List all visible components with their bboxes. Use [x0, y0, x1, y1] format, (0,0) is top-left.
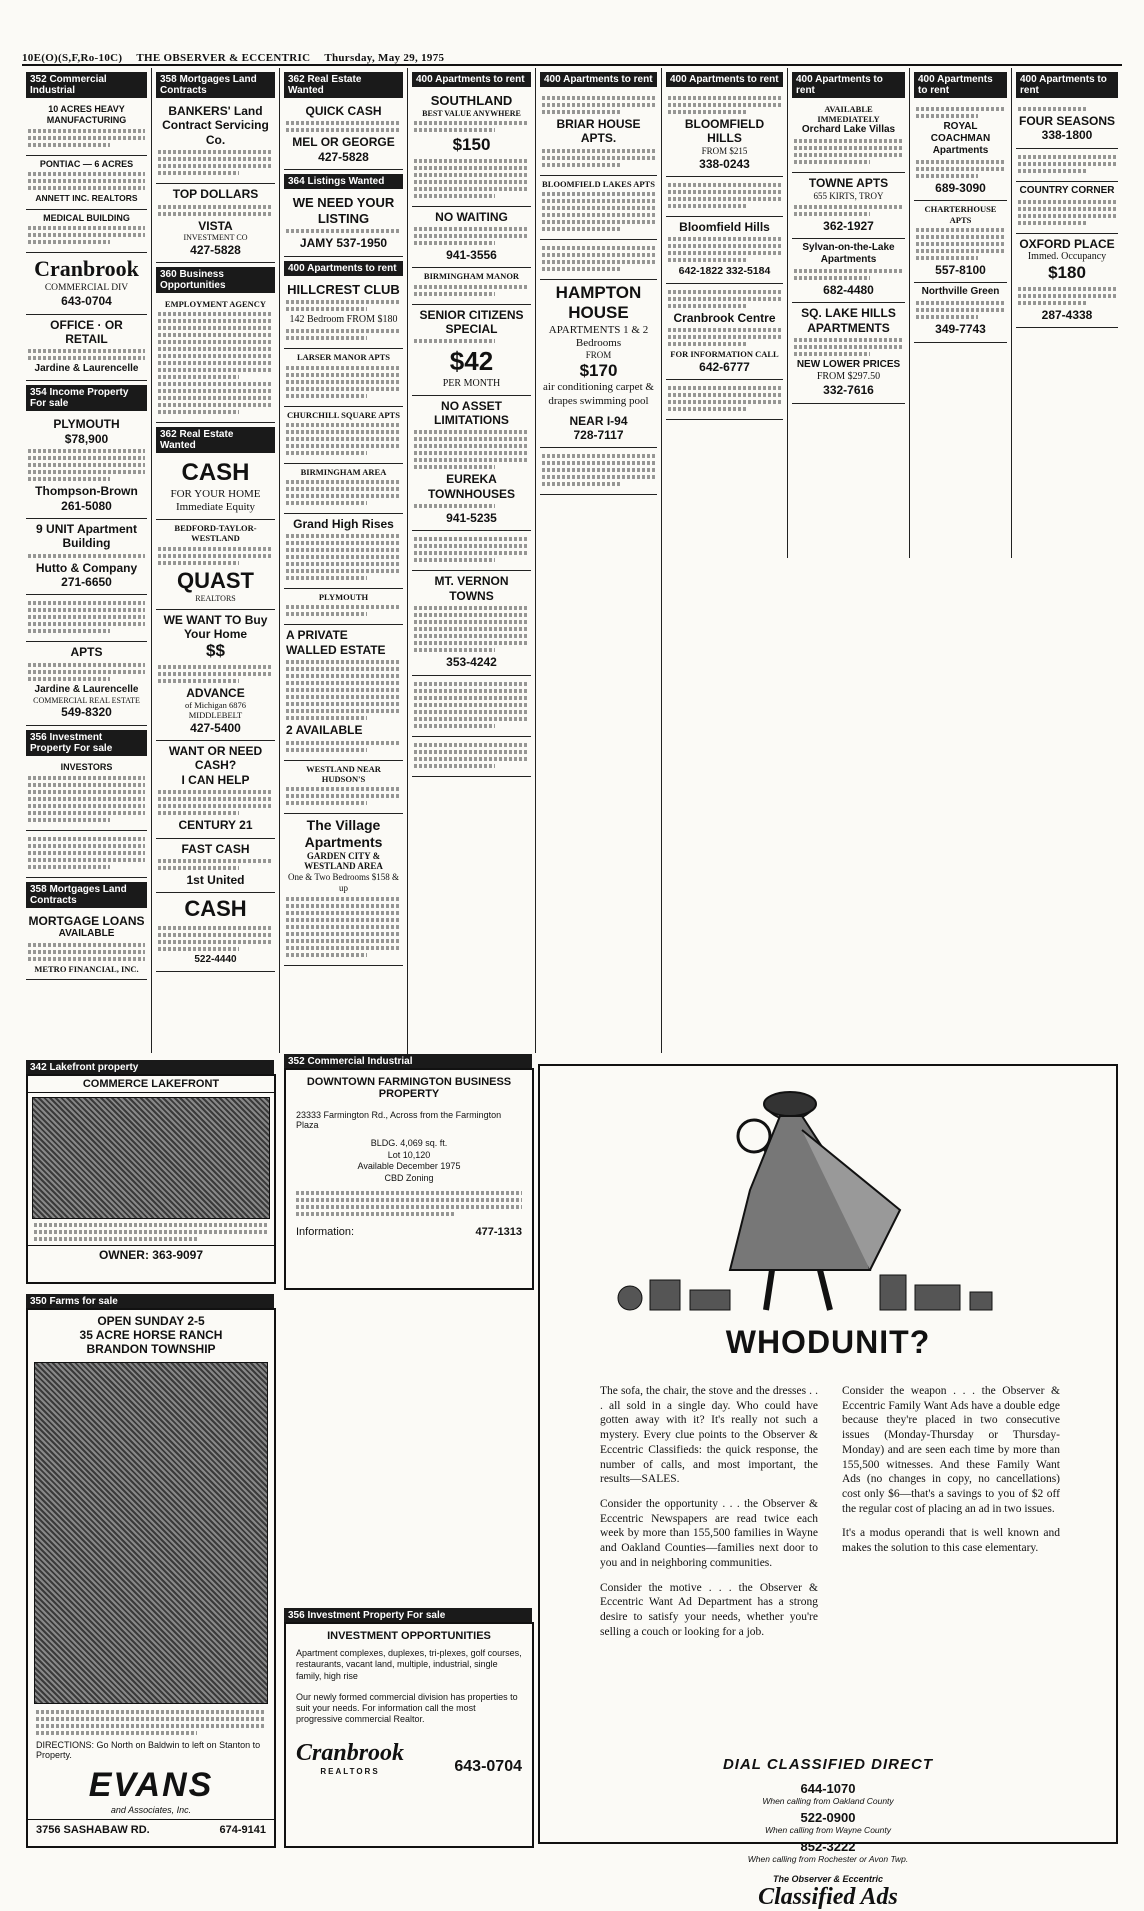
classified-ad: [26, 759, 147, 831]
section-header: 352 Commercial Industrial: [26, 72, 147, 98]
evans-sub: and Associates, Inc.: [110, 1805, 192, 1815]
ad-title: 9 UNIT Apartment Building: [36, 521, 137, 551]
ad-phone: 427-5828: [318, 149, 369, 164]
classified-ad: [284, 349, 403, 406]
whodunit-promo: [538, 1064, 1118, 1910]
ad-contact: Jardine & Laurencelle: [34, 683, 139, 695]
classified-ad: [156, 296, 275, 423]
section-header: 360 Business Opportunities: [156, 267, 275, 293]
section-header: 400 Apartments to rent: [284, 261, 403, 276]
ad-title: CASH: [184, 896, 247, 922]
ad-phone: 261-5080: [61, 498, 112, 513]
ad-phone: 642-1822 332-5184: [678, 265, 771, 278]
ad-title: MEDICAL BUILDING: [43, 212, 130, 223]
section-header: 362 Real Estate Wanted: [156, 427, 275, 453]
ad-title: The Village Apartments: [304, 817, 383, 850]
investment-opportunities-ad: [284, 1622, 534, 1848]
classified-ad: [914, 201, 1007, 283]
ad-subtitle: FOR YOUR HOME Immediate Equity: [170, 487, 261, 514]
ad-title: WE WANT TO Buy Your Home: [163, 612, 268, 642]
ad-title: PONTIAC — 6 ACRES: [39, 158, 134, 169]
classified-ad: [156, 456, 275, 520]
ad-line: BRANDON TOWNSHIP: [86, 1342, 216, 1356]
ad-label: FOR INFORMATION CALL: [670, 349, 779, 360]
classified-ad: [412, 90, 531, 207]
ad-subtitle: GARDEN CITY & WESTLAND AREA: [304, 850, 383, 872]
ad-directions: DIRECTIONS: Go North on Baldwin to left on Stanton to Property.: [36, 1740, 261, 1760]
classified-ad: [412, 676, 531, 737]
classified-ad: [284, 464, 403, 514]
ad-title: INVESTMENT OPPORTUNITIES: [327, 1630, 491, 1642]
ad-lot: Lot 10,120: [387, 1149, 431, 1160]
column-3: [280, 68, 408, 1068]
classified-ad: [26, 101, 147, 156]
classified-ad: [666, 380, 783, 420]
ad-subtitle: 655 KIRTS, TROY: [813, 190, 884, 201]
classified-ad: [26, 156, 147, 210]
paper-name: THE OBSERVER & ECCENTRIC: [136, 52, 311, 64]
classified-ad: [26, 414, 147, 519]
ad-subtitle: REALTORS: [195, 594, 236, 604]
classified-ad: [412, 268, 531, 304]
promo-title: WHODUNIT?: [725, 1324, 931, 1360]
ad-title: MORTGAGE LOANS: [28, 913, 145, 928]
ad-title: NO WAITING: [435, 209, 508, 224]
column-7: [788, 68, 910, 558]
section-header: 358 Mortgages Land Contracts: [156, 72, 275, 98]
classified-ad: [284, 589, 403, 625]
ad-phone: 728-7117: [573, 428, 624, 443]
ad-features: air conditioning carpet & drapes swimming pool: [543, 381, 654, 407]
section-header: 400 Apartments to rent: [914, 72, 1007, 98]
ad-title: QUICK CASH: [305, 104, 382, 118]
ad-title: CHURCHILL SQUARE APTS: [287, 409, 400, 420]
column-5: [536, 68, 662, 1053]
classified-ad: [540, 90, 657, 176]
dial-heading: DIAL CLASSIFIED DIRECT: [722, 1756, 934, 1773]
column-6: [662, 68, 788, 558]
ad-contact: Hutto & Company: [35, 560, 138, 575]
detective-illustration: [540, 1070, 1116, 1320]
ad-phone: OWNER: 363-9097: [28, 1245, 274, 1262]
ad-title: SENIOR CITIZENS SPECIAL: [419, 307, 524, 336]
ad-title: BLOOMFIELD HILLS: [684, 117, 765, 146]
classified-ad: [284, 192, 403, 257]
ad-contact: METRO FINANCIAL, INC.: [34, 964, 139, 975]
ad-address: 23333 Farmington Rd., Across from the Farmington Plaza: [296, 1110, 502, 1130]
section-header: 400 Apartments to rent: [1016, 72, 1118, 98]
ad-phone: 349-7743: [935, 322, 986, 337]
ad-phone: 689-3090: [935, 181, 986, 195]
section-header: 400 Apartments to rent: [666, 72, 783, 87]
ad-subtitle: INVESTMENT CO: [183, 232, 248, 242]
classified-ad: [540, 448, 657, 495]
classified-ad: [156, 520, 275, 609]
phone-wayne: 522-0900: [800, 1810, 856, 1825]
ad-line: 35 ACRE HORSE RANCH: [79, 1328, 223, 1342]
promo-body: [600, 1384, 1060, 1650]
phone-rochester-note: When calling from Rochester or Avon Twp.: [747, 1854, 909, 1864]
classified-ad: [1016, 101, 1118, 149]
classified-ad: [156, 101, 275, 184]
ad-building: BLDG. 4,069 sq. ft.: [370, 1138, 448, 1148]
ad-title: BANKERS' Land Contract Servicing Co.: [162, 104, 269, 147]
ad-subtitle: AVAILABLE: [58, 928, 115, 940]
classified-ad: [412, 571, 531, 675]
ad-phone: 674-9141: [219, 1824, 266, 1836]
ad-title: TOP DOLLARS: [172, 187, 259, 202]
classified-ads-logo: [540, 1874, 1116, 1911]
ad-title: BIRMINGHAM MANOR: [423, 271, 520, 282]
ad-title: A PRIVATE WALLED ESTATE: [286, 628, 386, 657]
ad-subtitle: COMMERCIAL REAL ESTATE: [33, 695, 140, 705]
section-header: 400 Apartments to rent: [792, 72, 905, 98]
ad-phone: 362-1927: [823, 218, 874, 233]
classified-ad: [284, 625, 403, 760]
ad-contact: EUREKA TOWNHOUSES: [427, 472, 516, 501]
section-header: 358 Mortgages Land Contracts: [26, 882, 147, 908]
ad-phone: 549-8320: [61, 705, 112, 720]
classified-ad: [26, 642, 147, 725]
ad-subtitle: 2 AVAILABLE: [286, 723, 363, 738]
ad-title: FOUR SEASONS: [1018, 114, 1115, 128]
section-header: 342 Lakefront property: [26, 1060, 274, 1075]
promo-paragraph: Consider the weapon . . . the Observer & Eccentric Family Want Ads have a double edge because they're placed in two consecutive issues (Monday-Thursday or Thursday-Monday) and are seen each time by more than 155,500 witnesses. And these Family Want Ads (no changes in copy, no cancellations) cost only $6—that's a savings to you of $2 off the regular cost of placing an ad in two issues.: [842, 1385, 1060, 1515]
ad-title: SQ. LAKE HILLS APARTMENTS: [801, 306, 896, 335]
classified-ad: [412, 305, 531, 396]
classified-ad: [26, 210, 147, 254]
classified-ad: [26, 911, 147, 981]
classified-ad: [26, 253, 147, 314]
classified-ad: [412, 207, 531, 269]
ad-title: LARSER MANOR APTS: [296, 352, 391, 363]
ad-contact: 1st United: [186, 872, 245, 887]
ad-contact: Thompson-Brown: [35, 484, 138, 499]
classified-ad: [540, 176, 657, 240]
section-header: 356 Investment Property For sale: [26, 730, 147, 756]
ad-subtitle: of Michigan 6876 MIDDLEBELT: [185, 700, 246, 721]
ad-contact: CENTURY 21: [178, 818, 253, 833]
ad-title: Cranbrook: [34, 256, 139, 282]
dial-direct: [540, 1756, 1116, 1911]
classified-ad: [914, 101, 1007, 201]
lakefront-ad: [26, 1074, 276, 1284]
section-header: 400 Apartments to rent: [540, 72, 657, 87]
classified-ad: [284, 101, 403, 170]
evans-wordmark: EVANS: [88, 1766, 214, 1804]
classified-ad: [284, 514, 403, 589]
page-number: 10E(O)(S,F,Ro-10C): [22, 52, 123, 64]
ad-symbol: $$: [206, 641, 225, 661]
classified-ad: [284, 814, 403, 966]
ad-subtitle: COMMERCIAL DIV: [44, 282, 129, 293]
phone-rochester: 852-3222: [800, 1839, 856, 1854]
column-1: [22, 68, 152, 1053]
ad-phone: 682-4480: [823, 282, 874, 297]
ad-phone: 642-6777: [699, 359, 750, 374]
promo-paragraph: Consider the opportunity . . . the Observer & Eccentric Newspapers are read twice each week by more than 155,500 families in Wayne and Oakland Counties—families next door to you and in neighboring communities.: [600, 1498, 818, 1569]
section-header: 364 Listings Wanted: [284, 174, 403, 189]
ad-phone: 477-1313: [475, 1225, 522, 1238]
ad-title: PLYMOUTH: [318, 592, 369, 603]
ad-title: TOWNE APTS: [808, 176, 889, 191]
column-8: [910, 68, 1012, 558]
ad-contact: QUAST: [177, 567, 254, 593]
ad-contact: JAMY: [299, 236, 334, 251]
ad-title: WESTLAND NEAR HUDSON'S: [306, 763, 381, 784]
classified-ad: [412, 737, 531, 777]
ad-phone: 427-5828: [190, 242, 241, 257]
ad-title: ROYAL COACHMAN Apartments: [930, 121, 991, 156]
classified-ad: [792, 173, 905, 239]
ad-phone: 287-4338: [1041, 307, 1093, 322]
ad-title: BLOOMFIELD LAKES APTS: [542, 178, 655, 189]
classified-ad: [1016, 234, 1118, 328]
ad-phone: 522-4440: [194, 953, 237, 965]
ad-title: APTS: [70, 645, 103, 660]
classified-ad: [156, 610, 275, 741]
ad-title: WE NEED YOUR LISTING: [292, 195, 395, 226]
classified-ad: [412, 531, 531, 571]
ad-title: Cranbrook Centre: [673, 310, 776, 325]
ad-title: BEDFORD-TAYLOR-WESTLAND: [174, 523, 257, 544]
classified-ad: [156, 893, 275, 971]
section-header: 350 Farms for sale: [26, 1294, 274, 1309]
ad-price: FROM $297.50: [816, 371, 881, 383]
column-2: [152, 68, 280, 1053]
ad-title: INVESTORS: [60, 761, 113, 772]
classified-ad: [666, 217, 783, 284]
ad-contact: VISTA: [198, 218, 233, 233]
cranbrook-wordmark: Cranbrook: [296, 1739, 405, 1766]
ad-phone: 353-4242: [446, 655, 497, 670]
ad-title: NO ASSET LIMITATIONS: [434, 398, 509, 427]
cranbrook-sub: REALTORS: [320, 1766, 380, 1776]
classified-ad: [156, 184, 275, 263]
ad-title: FAST CASH: [181, 841, 250, 856]
ad-title: COMMERCE LAKEFRONT: [28, 1076, 274, 1093]
ad-subtitle: Orchard Lake Villas: [801, 124, 896, 136]
ad-title: EMPLOYMENT AGENCY: [164, 298, 267, 309]
ad-phone: 427-5400: [190, 720, 241, 735]
ad-title: Sylvan-on-the-Lake Apartments: [802, 241, 895, 265]
classified-ad: [26, 519, 147, 596]
logo-wordmark: Classified Ads: [758, 1884, 898, 1910]
classified-ad: [156, 741, 275, 839]
cranbrook-logo: [296, 1740, 404, 1776]
ad-title: HAMPTON HOUSE: [555, 282, 642, 323]
ad-address: 3756 SASHABAW RD.: [36, 1824, 150, 1836]
ad-availability: Available December 1975: [357, 1161, 461, 1172]
ad-price: $180: [1048, 263, 1086, 283]
masthead: [22, 44, 1122, 66]
ad-price: $78,900: [64, 431, 109, 446]
ad-title: MT. VERNON TOWNS: [434, 574, 509, 603]
ad-title: WANT OR NEED CASH?: [168, 743, 263, 773]
classified-ad: [26, 315, 147, 382]
ad-title: CHARTERHOUSE APTS: [924, 204, 997, 225]
ad-subtitle: APARTMENTS 1 & 2 Bedrooms: [548, 323, 649, 349]
ad-title: CASH: [181, 459, 250, 487]
ad-contact: ANNETT INC. REALTORS: [35, 193, 138, 204]
column-4: [408, 68, 536, 1053]
ad-location: NEAR I-94: [569, 413, 628, 428]
promo-paragraph: It's a modus operandi that is well known and makes the solution to this case elementary.: [842, 1527, 1060, 1555]
ad-phone: 643-0704: [61, 294, 112, 309]
ad-line: OPEN SUNDAY 2-5: [97, 1314, 205, 1328]
evans-logo: [28, 1766, 274, 1805]
ad-info-label: Information:: [296, 1225, 355, 1238]
ad-price: $170: [579, 360, 618, 380]
ad-subtitle: Immed. Occupancy: [1027, 251, 1107, 263]
ad-phone: 537-1950: [336, 236, 388, 251]
classified-ad: [156, 839, 275, 894]
ad-title: 10 ACRES HEAVY MANUFACTURING: [46, 104, 127, 125]
lakefront-photo: [32, 1097, 270, 1219]
ad-price: $150: [452, 135, 491, 155]
section-header: 352 Commercial Industrial: [284, 1054, 532, 1069]
ad-phone: 643-0704: [454, 1757, 522, 1775]
ad-subtitle: BEST VALUE ANYWHERE: [422, 108, 521, 118]
section-header: 400 Apartments to rent: [412, 72, 531, 87]
classified-ad: [284, 761, 403, 814]
classified-ad: [666, 284, 783, 380]
ad-title: Grand High Rises: [293, 516, 394, 531]
ad-contact: MEL OR GEORGE: [292, 135, 395, 150]
ad-title: BRIAR HOUSE APTS.: [556, 117, 641, 146]
ad-price: 142 Bedroom FROM $180: [289, 314, 398, 326]
ad-title: DOWNTOWN FARMINGTON BUSINESS PROPERTY: [306, 1076, 512, 1100]
ad-phone: 557-8100: [935, 262, 986, 277]
ad-title: HILLCREST CLUB: [287, 281, 400, 297]
classified-ad: [792, 239, 905, 303]
classified-ad: [26, 831, 147, 878]
classified-ad: [26, 595, 147, 642]
ad-phone: 941-5235: [446, 511, 497, 526]
classified-ad: [540, 280, 657, 449]
ad-text: Apartment complexes, duplexes, tri-plexes, golf courses, restaurants, vacant land, multiple, industrial, single family, high rise: [296, 1648, 522, 1681]
ad-price: $42: [449, 346, 494, 377]
ranch-photo: [34, 1362, 268, 1704]
ad-phone: 941-3556: [446, 247, 497, 262]
classified-ad: [666, 177, 783, 217]
promo-paragraph: The sofa, the chair, the stove and the dresses . . . all sold in a single day. Who could have gotten away with it? It's really not such a mystery. Every clue points to the Observer & Eccentric Classifieds: the quick response, the number of calls, and most important, the results—SALES.: [600, 1385, 818, 1486]
classified-ad: [792, 101, 905, 173]
classified-ad: [666, 90, 783, 177]
logo-top: The Observer & Eccentric: [772, 1874, 884, 1884]
ad-title: COUNTRY CORNER: [1019, 184, 1115, 196]
downtown-farmington-ad: [284, 1068, 534, 1290]
ad-zoning: CBD Zoning: [384, 1173, 434, 1184]
phone-oakland: 644-1070: [800, 1781, 856, 1796]
ad-price: FROM $215: [701, 145, 748, 156]
classified-ad: [792, 303, 905, 403]
promo-paragraph: Consider the motive . . . the Observer & Eccentric Want Ad Department has a strong desire to satisfy your needs, whether you're selling a couch or looking for a job.: [600, 1581, 818, 1638]
ad-contact: ADVANCE: [186, 685, 245, 700]
section-header: 362 Real Estate Wanted: [284, 72, 403, 98]
ad-contact: Jardine & Laurencelle: [34, 363, 139, 375]
classified-ad: [540, 240, 657, 280]
horse-ranch-ad: [26, 1308, 276, 1848]
ad-title: Bloomfield Hills: [679, 219, 770, 234]
phone-oakland-note: When calling from Oakland County: [762, 1796, 894, 1806]
ad-phone: 338-0243: [699, 156, 750, 171]
classified-ad: [284, 407, 403, 464]
ad-title: AVAILABLE IMMEDIATELY: [817, 104, 880, 125]
issue-date: Thursday, May 29, 1975: [324, 52, 445, 64]
ad-title: OFFICE · OR RETAIL: [50, 317, 123, 346]
ad-title: PLYMOUTH: [53, 417, 120, 432]
ad-phone: 338-1800: [1041, 128, 1093, 143]
ad-title: Northville Green: [921, 286, 1000, 298]
ad-subtitle: NEW LOWER PRICES: [796, 359, 901, 371]
ad-phone: 332-7616: [823, 383, 874, 398]
section-header: 354 Income Property For sale: [26, 385, 147, 411]
column-9: [1012, 68, 1122, 558]
classified-ad: [1016, 182, 1118, 234]
ad-text: Our newly formed commercial division has properties to suit your needs. For information call the most progressive commercial Realtor.: [296, 1691, 518, 1725]
ad-price: One & Two Bedrooms $158 & up: [288, 872, 399, 894]
classified-ad: [914, 283, 1007, 342]
ad-title: SOUTHLAND: [430, 93, 513, 108]
classified-ad: [412, 396, 531, 532]
ad-title: BIRMINGHAM AREA: [300, 466, 387, 477]
ad-phone: 271-6650: [61, 575, 112, 590]
classified-ad: [284, 279, 403, 350]
ad-subtitle: PER MONTH: [442, 377, 501, 389]
ad-title: OXFORD PLACE: [1019, 236, 1115, 251]
section-header: 356 Investment Property For sale: [284, 1608, 532, 1623]
ad-label: FROM: [585, 350, 612, 361]
phone-wayne-note: When calling from Wayne County: [765, 1825, 891, 1835]
ad-subtitle: I CAN HELP: [181, 772, 250, 787]
classified-ad: [1016, 149, 1118, 182]
